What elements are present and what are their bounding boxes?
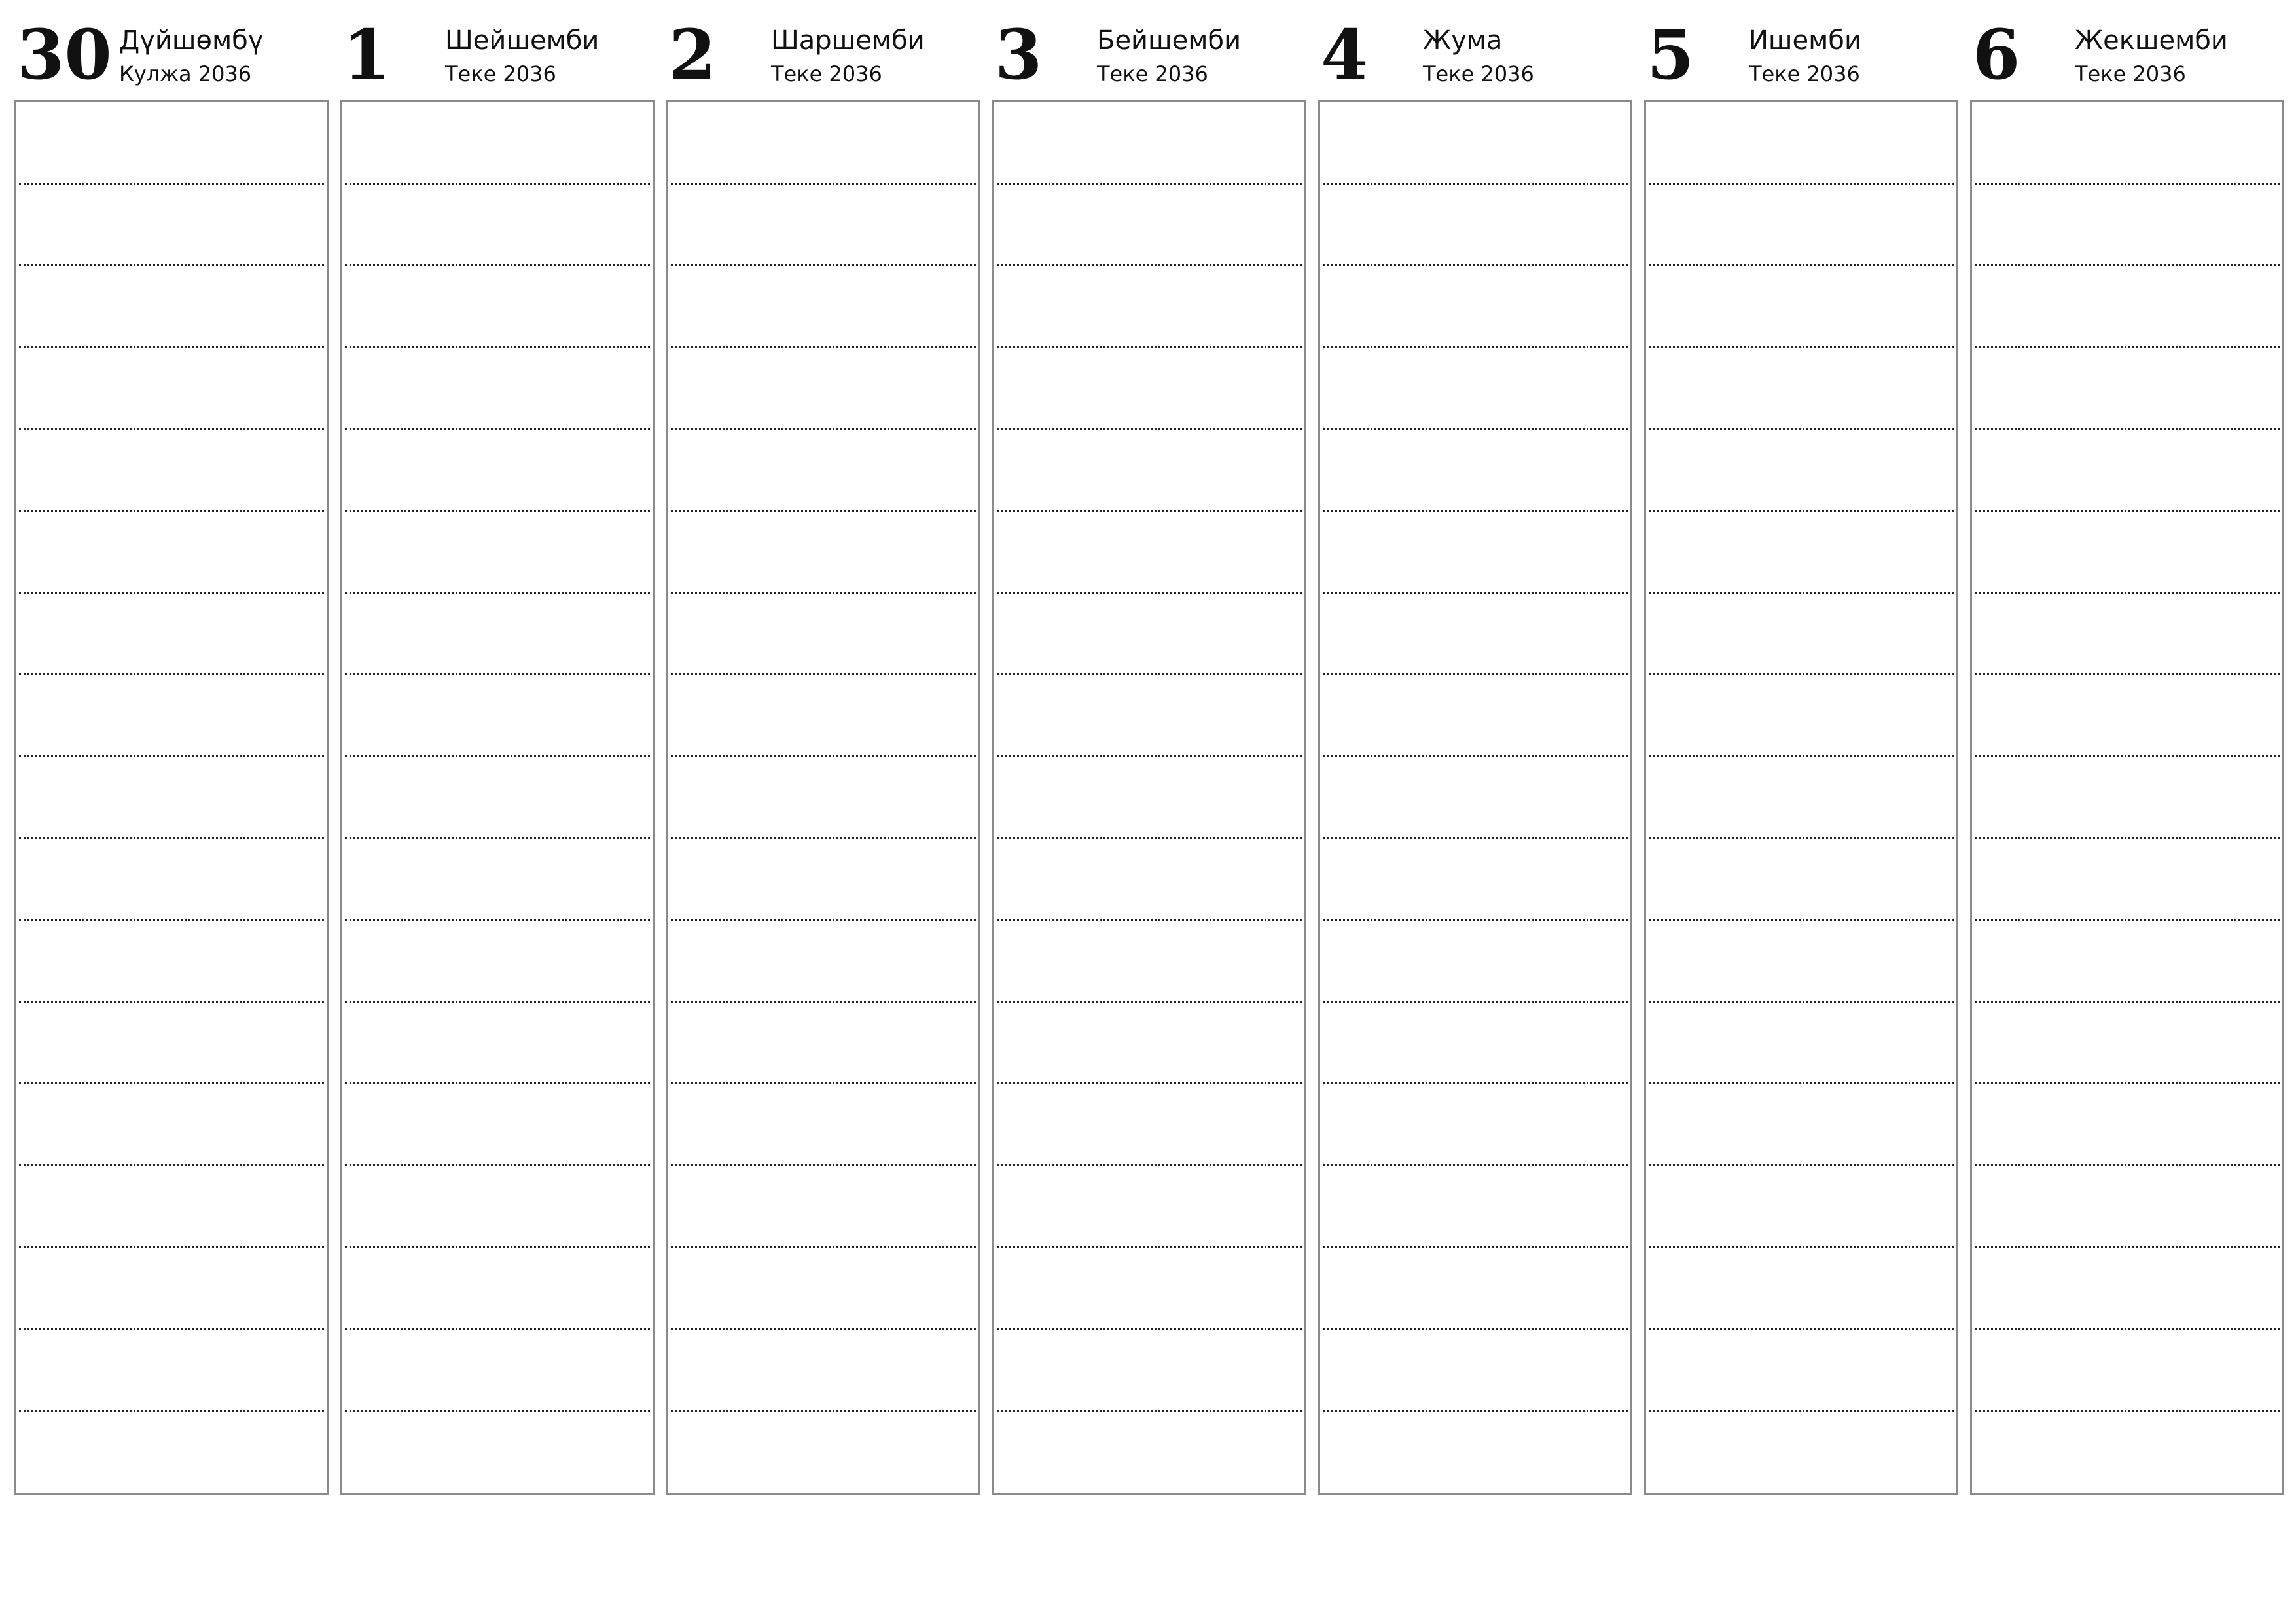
day-column-thursday xyxy=(992,0,1305,1499)
writing-line xyxy=(997,1082,1302,1084)
writing-line xyxy=(671,1082,976,1084)
writing-line xyxy=(671,346,976,348)
writing-line xyxy=(19,919,324,921)
writing-line xyxy=(671,1164,976,1166)
weekday-name: Жума xyxy=(1423,26,1503,56)
writing-line xyxy=(671,919,976,921)
writing-line xyxy=(19,837,324,839)
writing-line xyxy=(1975,510,2280,512)
day-header xyxy=(992,0,1305,98)
writing-line xyxy=(997,1410,1302,1412)
writing-line xyxy=(345,592,650,594)
writing-line xyxy=(1323,1082,1628,1084)
writing-line xyxy=(997,1001,1302,1003)
day-header xyxy=(1318,0,1631,98)
writing-line xyxy=(671,755,976,757)
writing-line xyxy=(671,1410,976,1412)
writing-line xyxy=(671,264,976,266)
writing-line xyxy=(345,673,650,675)
writing-line xyxy=(1649,592,1954,594)
writing-line xyxy=(19,264,324,266)
writing-line xyxy=(345,1082,650,1084)
writing-line xyxy=(1649,837,1954,839)
writing-line xyxy=(997,183,1302,185)
writing-line xyxy=(671,183,976,185)
writing-line xyxy=(1649,428,1954,430)
writing-line xyxy=(1323,1246,1628,1248)
writing-line xyxy=(1649,264,1954,266)
writing-line xyxy=(1975,1328,2280,1330)
day-header xyxy=(1970,0,2283,98)
writing-line xyxy=(1323,1164,1628,1166)
weekday-name: Жекшемби xyxy=(2075,26,2228,56)
writing-line xyxy=(345,1246,650,1248)
notes-box[interactable] xyxy=(1318,100,1632,1495)
writing-line xyxy=(997,837,1302,839)
weekday-name: Шаршемби xyxy=(771,26,925,56)
month-year-label: Теке 2036 xyxy=(771,62,882,86)
writing-line xyxy=(1649,183,1954,185)
month-year-label: Теке 2036 xyxy=(1749,62,1860,86)
writing-line xyxy=(1975,1410,2280,1412)
writing-line xyxy=(1323,510,1628,512)
day-number: 3 xyxy=(995,14,1043,95)
day-number: 5 xyxy=(1647,14,1695,95)
writing-line xyxy=(1323,428,1628,430)
writing-line xyxy=(1975,1082,2280,1084)
notes-box[interactable] xyxy=(14,100,329,1495)
writing-line xyxy=(1975,1246,2280,1248)
writing-line xyxy=(1323,1001,1628,1003)
weekday-name: Дүйшөмбү xyxy=(119,26,264,56)
month-year-label: Кулжа 2036 xyxy=(119,62,252,86)
writing-line xyxy=(1649,1246,1954,1248)
writing-line xyxy=(1975,919,2280,921)
writing-line xyxy=(1975,1001,2280,1003)
writing-line xyxy=(345,264,650,266)
writing-line xyxy=(1323,919,1628,921)
day-number: 6 xyxy=(1973,14,2020,95)
weekday-name: Шейшемби xyxy=(445,26,600,56)
writing-line xyxy=(345,183,650,185)
notes-box[interactable] xyxy=(1970,100,2284,1495)
writing-line xyxy=(671,1328,976,1330)
writing-line xyxy=(19,510,324,512)
writing-line xyxy=(1649,755,1954,757)
writing-line xyxy=(997,1328,1302,1330)
writing-line xyxy=(997,510,1302,512)
writing-line xyxy=(671,592,976,594)
notes-box[interactable] xyxy=(340,100,655,1495)
writing-line xyxy=(1649,1328,1954,1330)
day-number: 4 xyxy=(1321,14,1369,95)
notes-box[interactable] xyxy=(992,100,1306,1495)
day-header xyxy=(666,0,979,98)
writing-line xyxy=(19,183,324,185)
month-year-label: Теке 2036 xyxy=(1097,62,1208,86)
writing-line xyxy=(997,673,1302,675)
writing-line xyxy=(997,346,1302,348)
writing-line xyxy=(19,1410,324,1412)
writing-line xyxy=(19,592,324,594)
notes-box[interactable] xyxy=(666,100,980,1495)
writing-line xyxy=(1323,183,1628,185)
writing-line xyxy=(997,592,1302,594)
day-column-friday xyxy=(1318,0,1631,1499)
weekday-name: Бейшемби xyxy=(1097,26,1242,56)
writing-line xyxy=(1975,183,2280,185)
writing-line xyxy=(1975,264,2280,266)
day-number: 30 xyxy=(17,14,112,95)
writing-line xyxy=(19,1328,324,1330)
writing-line xyxy=(997,755,1302,757)
writing-line xyxy=(1975,346,2280,348)
writing-line xyxy=(345,346,650,348)
writing-line xyxy=(19,755,324,757)
day-number: 1 xyxy=(343,14,391,95)
writing-line xyxy=(19,1164,324,1166)
writing-line xyxy=(345,1410,650,1412)
writing-line xyxy=(19,428,324,430)
writing-line xyxy=(345,428,650,430)
writing-line xyxy=(1323,755,1628,757)
writing-line xyxy=(345,837,650,839)
day-number: 2 xyxy=(669,14,717,95)
writing-line xyxy=(671,510,976,512)
notes-box[interactable] xyxy=(1644,100,1958,1495)
day-header xyxy=(1644,0,1957,98)
writing-line xyxy=(671,428,976,430)
day-column-sunday xyxy=(1970,0,2283,1499)
writing-line xyxy=(19,1246,324,1248)
writing-line xyxy=(671,837,976,839)
writing-line xyxy=(1975,755,2280,757)
writing-line xyxy=(1649,346,1954,348)
writing-line xyxy=(19,673,324,675)
writing-line xyxy=(19,1001,324,1003)
writing-line xyxy=(1323,592,1628,594)
writing-line xyxy=(19,1082,324,1084)
writing-line xyxy=(1649,673,1954,675)
day-column-tuesday xyxy=(340,0,653,1499)
writing-line xyxy=(1323,264,1628,266)
weekday-name: Ишемби xyxy=(1749,26,1861,56)
day-column-monday xyxy=(14,0,327,1499)
writing-line xyxy=(997,1164,1302,1166)
day-header xyxy=(340,0,653,98)
writing-line xyxy=(345,510,650,512)
writing-line xyxy=(1649,919,1954,921)
writing-line xyxy=(671,1001,976,1003)
writing-line xyxy=(1975,592,2280,594)
writing-line xyxy=(1975,1164,2280,1166)
writing-line xyxy=(1323,346,1628,348)
day-header xyxy=(14,0,327,98)
writing-line xyxy=(345,919,650,921)
writing-line xyxy=(671,1246,976,1248)
writing-line xyxy=(1975,837,2280,839)
writing-line xyxy=(997,1246,1302,1248)
writing-line xyxy=(671,673,976,675)
writing-line xyxy=(1975,673,2280,675)
writing-line xyxy=(1323,1328,1628,1330)
writing-line xyxy=(997,919,1302,921)
writing-line xyxy=(1323,837,1628,839)
writing-line xyxy=(1649,1001,1954,1003)
writing-line xyxy=(345,1001,650,1003)
writing-line xyxy=(1323,673,1628,675)
writing-line xyxy=(1649,510,1954,512)
writing-line xyxy=(19,346,324,348)
writing-line xyxy=(1975,428,2280,430)
writing-line xyxy=(997,264,1302,266)
writing-line xyxy=(1323,1410,1628,1412)
day-column-wednesday xyxy=(666,0,979,1499)
day-column-saturday xyxy=(1644,0,1957,1499)
writing-line xyxy=(345,1164,650,1166)
writing-line xyxy=(1649,1164,1954,1166)
writing-line xyxy=(997,428,1302,430)
month-year-label: Теке 2036 xyxy=(445,62,556,86)
month-year-label: Теке 2036 xyxy=(2075,62,2186,86)
month-year-label: Теке 2036 xyxy=(1423,62,1534,86)
writing-line xyxy=(345,1328,650,1330)
writing-line xyxy=(1649,1082,1954,1084)
writing-line xyxy=(345,755,650,757)
writing-line xyxy=(1649,1410,1954,1412)
